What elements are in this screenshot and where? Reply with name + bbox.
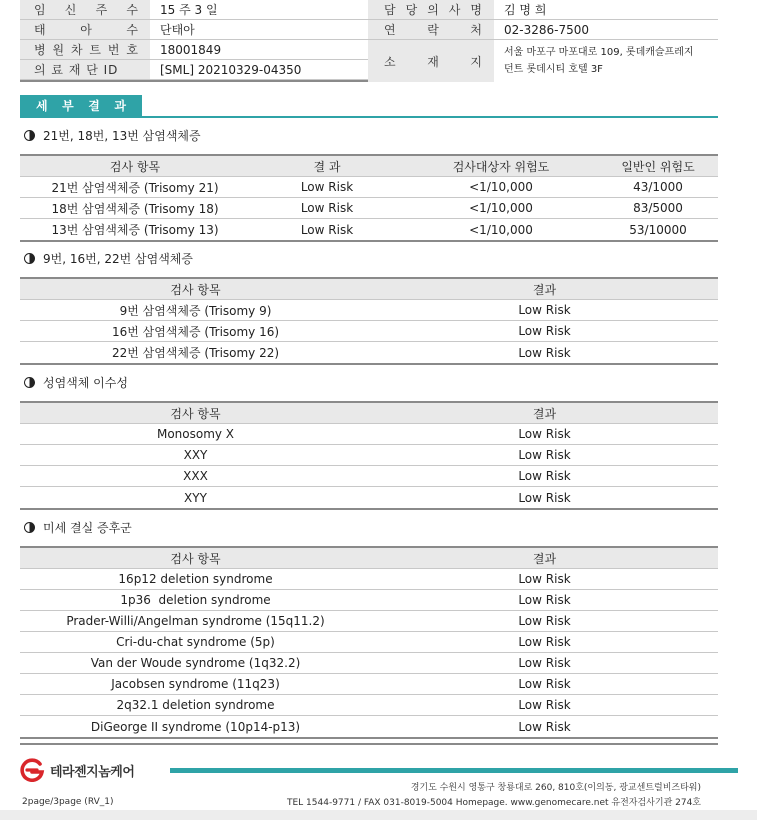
- result: Low Risk: [518, 469, 571, 483]
- general-risk: 43/1000: [633, 180, 683, 194]
- column-header: 검사 항목: [109, 159, 161, 174]
- result: Low Risk: [518, 635, 571, 649]
- doctor-value: 김 명 희: [504, 3, 547, 17]
- result: Low Risk: [518, 572, 571, 586]
- address-label: [368, 40, 494, 82]
- subject-risk: <1/10,000: [469, 222, 533, 237]
- table-row: [20, 653, 718, 674]
- column-header: 검사 항목: [170, 406, 221, 421]
- label-char: 트: [89, 43, 101, 57]
- result: Low Risk: [300, 180, 354, 194]
- result: Low Risk: [518, 448, 571, 462]
- address-cell: [368, 40, 718, 82]
- section-title-char: 결: [88, 99, 100, 113]
- test-item: 16번 삼염색체증 (Trisomy 16): [111, 324, 280, 339]
- table-row: [20, 321, 718, 342]
- column-header: 결 과: [313, 159, 341, 174]
- label-char: 소: [384, 54, 396, 69]
- gestational-age-value: 15 주 3 일: [160, 3, 218, 17]
- table-row: [20, 177, 718, 198]
- label-char: 지: [470, 54, 482, 69]
- section-header: [20, 95, 718, 118]
- logo-text: 테라젠지놈케어: [50, 764, 135, 780]
- result: Low Risk: [518, 593, 571, 607]
- table-header-row: [20, 156, 718, 177]
- table-header-row: [20, 279, 718, 300]
- group-title-text: 21번, 18번, 13번 삼염색체증: [43, 129, 201, 143]
- group-title: [24, 374, 128, 391]
- label-char: 병: [34, 43, 46, 57]
- result: Low Risk: [300, 222, 354, 237]
- general-risk: 53/10000: [629, 222, 687, 237]
- test-item: 21번 삼염색체증 (Trisomy 21): [51, 180, 219, 195]
- column-header: 결과: [532, 406, 557, 421]
- column-header: 결과: [532, 282, 557, 297]
- label-char: 의: [427, 3, 439, 17]
- footer-contact: TEL 1544-9771 / FAX 031-8019-5004 Homepage. www.genomecare.net 유전자검사기관 274호: [287, 798, 701, 808]
- section-title-tab: [20, 95, 142, 116]
- label-char: 처: [470, 23, 482, 37]
- chart-number-value: 18001849: [160, 42, 222, 57]
- address-line-1: 서울 마포구 마포대로 109, 롯데캐슬프레지: [504, 47, 694, 58]
- test-item: Van der Woude syndrome (1q32.2): [90, 656, 301, 670]
- footer-rule: [20, 743, 718, 745]
- table-row: [20, 695, 718, 716]
- group-title: [24, 127, 201, 144]
- fetus-count-value: 단태아: [160, 23, 195, 37]
- test-item: 22번 삼염색체증 (Trisomy 22): [111, 346, 280, 360]
- label-char: 신: [64, 3, 77, 17]
- label-char: 아: [80, 23, 92, 37]
- label-char: 락: [427, 23, 439, 37]
- test-item: 16p12 deletion syndrome: [118, 572, 273, 586]
- result: Low Risk: [518, 656, 571, 670]
- result: Low Risk: [518, 677, 571, 691]
- result: Low Risk: [518, 614, 571, 628]
- phone-value: 02-3286-7500: [504, 22, 590, 37]
- label-char: 재: [427, 54, 439, 69]
- table-row: [20, 342, 718, 363]
- section-title-char: 과: [114, 99, 126, 113]
- group-title-text: 9번, 16번, 22번 삼염색체증: [43, 252, 193, 266]
- info-row: [20, 0, 718, 20]
- column-header: 검사 항목: [170, 282, 221, 297]
- subject-risk: <1/10,000: [469, 201, 533, 215]
- trisomy-major-table: [20, 154, 718, 242]
- test-item: 1p36 deletion syndrome: [120, 593, 271, 607]
- table-row: [20, 611, 718, 632]
- doctor-label: [368, 0, 494, 19]
- sex-chromosome-table: [20, 401, 718, 510]
- table-row: [20, 674, 718, 695]
- fetus-count-label: [20, 20, 150, 39]
- chart-number-label: [20, 40, 150, 59]
- column-header: 검사 항목: [170, 551, 221, 566]
- footer-accent-line: [170, 768, 738, 773]
- test-item: Cri-du-chat syndrome (5p): [116, 635, 275, 649]
- table-header-row: [20, 403, 718, 424]
- table-row: [20, 716, 718, 737]
- column-header: 검사대상자 위험도: [452, 159, 550, 174]
- group-title: [24, 250, 193, 267]
- label-char: 임: [34, 3, 46, 17]
- footer-address: 경기도 수원시 영통구 창룡대로 260, 810호(이의동, 광교센트럴비즈타워): [410, 783, 701, 793]
- table-header-row: [20, 548, 718, 569]
- test-item: 2q32.1 deletion syndrome: [116, 698, 275, 712]
- result: Low Risk: [300, 201, 354, 215]
- label-char: 태: [34, 23, 46, 37]
- microdeletion-table: [20, 546, 718, 739]
- test-item: Prader-Willi/Angelman syndrome (15q11.2): [66, 614, 325, 628]
- test-item: 9번 삼염색체증 (Trisomy 9): [119, 303, 272, 318]
- test-item: DiGeorge II syndrome (10p14-p13): [90, 719, 301, 734]
- result: Low Risk: [518, 719, 571, 734]
- result: Low Risk: [518, 490, 571, 505]
- table-row: [20, 466, 718, 487]
- half-circle-bullet-icon: [24, 253, 35, 264]
- column-header: 결과: [532, 551, 557, 566]
- trisomy-minor-table: [20, 277, 718, 365]
- phone-label: [368, 20, 494, 39]
- result: Low Risk: [518, 427, 571, 441]
- section-title-char: 부: [62, 99, 74, 113]
- company-logo: [18, 758, 134, 782]
- half-circle-bullet-icon: [24, 130, 35, 141]
- label-char: 차: [70, 43, 83, 57]
- group-title: [24, 519, 132, 536]
- gestational-age-label: [20, 0, 150, 19]
- institution-id-label: 의 료 재 단 ID: [20, 60, 150, 79]
- label-char: 수: [126, 23, 138, 37]
- table-row: [20, 219, 718, 240]
- table-row: [20, 445, 718, 466]
- table-row: [20, 198, 718, 219]
- table-row: [20, 590, 718, 611]
- general-risk: 83/5000: [633, 201, 683, 215]
- label-char: 담: [384, 3, 396, 17]
- genomecare-logo-icon: [18, 758, 46, 782]
- label-char: 사: [448, 3, 461, 17]
- label-char: 명: [470, 3, 482, 17]
- half-circle-bullet-icon: [24, 522, 35, 533]
- table-row: [20, 569, 718, 590]
- test-item: Jacobsen syndrome (11q23): [111, 677, 280, 691]
- label-char: 수: [126, 3, 138, 17]
- table-row: [20, 487, 718, 508]
- institution-id-value: [SML] 20210329-04350: [160, 62, 302, 77]
- label-char: 주: [95, 3, 108, 17]
- label-char: 번: [107, 43, 120, 57]
- result: Low Risk: [518, 345, 571, 360]
- label-char: 원: [52, 43, 65, 57]
- group-title-text: 미세 결실 증후군: [43, 521, 132, 535]
- table-row: [20, 424, 718, 445]
- page-bottom-bar: [0, 810, 757, 820]
- table-row: [20, 632, 718, 653]
- test-item: XXX: [183, 469, 208, 483]
- label-char: 연: [384, 23, 396, 37]
- patient-info-table: [20, 0, 718, 82]
- address-line-2: 던트 롯데시티 호텔 3F: [504, 64, 603, 75]
- test-item: XYY: [184, 490, 207, 505]
- label-char: 호: [126, 43, 138, 57]
- section-title-char: 세: [36, 99, 48, 113]
- test-item: Monosomy X: [156, 427, 235, 441]
- half-circle-bullet-icon: [24, 377, 35, 388]
- column-header: 일반인 위험도: [621, 159, 695, 174]
- result: Low Risk: [518, 303, 571, 317]
- subject-risk: <1/10,000: [469, 180, 533, 194]
- label-char: 당: [405, 3, 418, 17]
- test-item: 18번 삼염색체증 (Trisomy 18): [51, 201, 219, 216]
- group-title-text: 성염색체 이수성: [43, 376, 128, 390]
- page-number: 2page/3page (RV_1): [22, 797, 114, 807]
- table-row: [20, 300, 718, 321]
- result: Low Risk: [518, 698, 571, 712]
- address-value: [494, 40, 694, 82]
- result: Low Risk: [518, 324, 571, 338]
- info-row: [20, 20, 718, 40]
- test-item: XXY: [183, 448, 208, 462]
- test-item: 13번 삼염색체증 (Trisomy 13): [51, 223, 219, 237]
